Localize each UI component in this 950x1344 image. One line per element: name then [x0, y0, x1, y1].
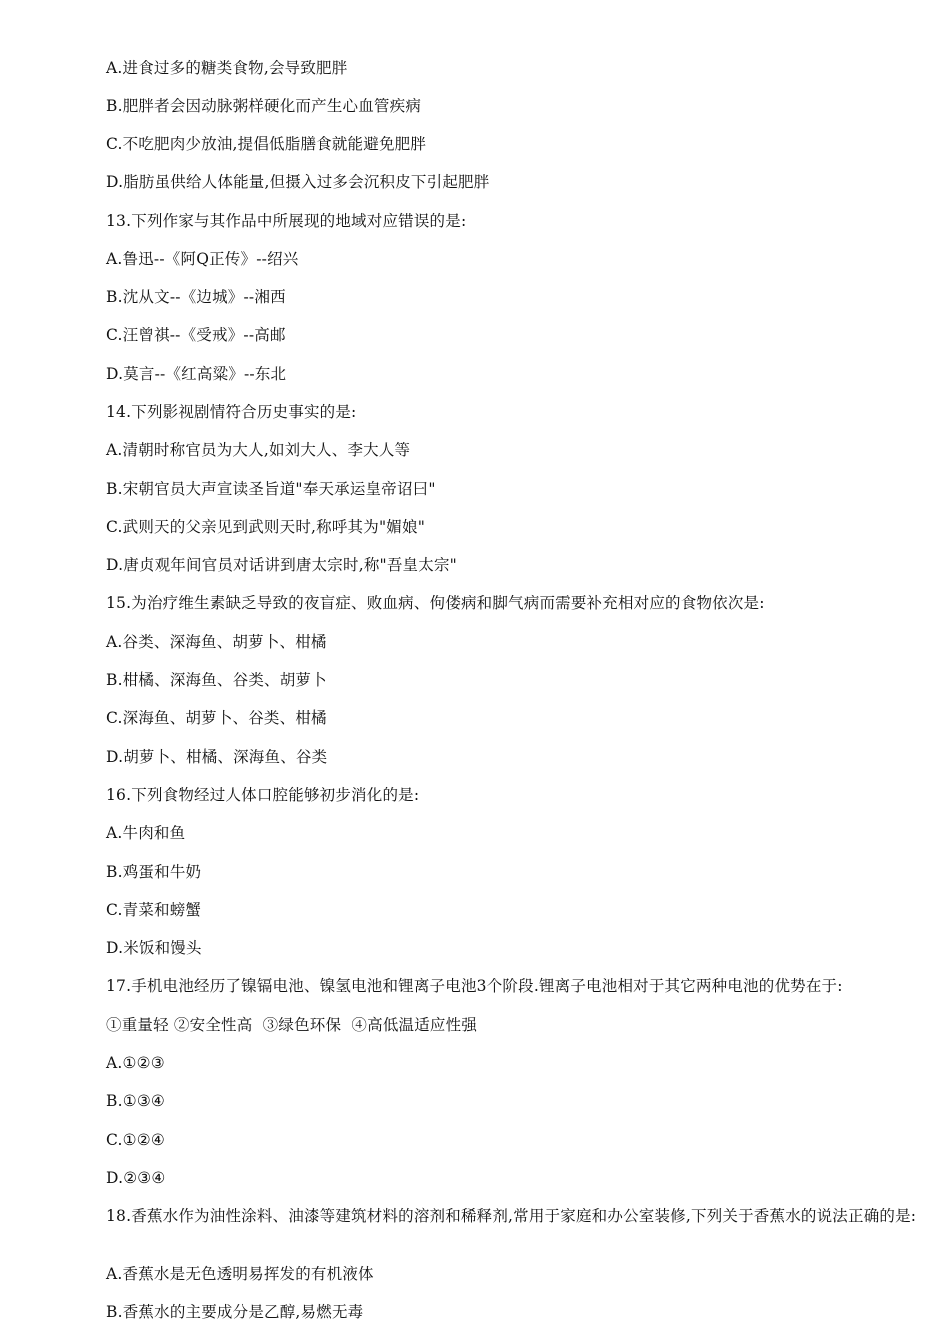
option-12-c: C.不吃肥肉少放油,提倡低脂膳食就能避免肥胖	[106, 135, 427, 153]
question-17-statements: ①重量轻 ②安全性高 ③绿色环保 ④高低温适应性强	[106, 1016, 478, 1034]
question-14: 14.下列影视剧情符合历史事实的是:	[106, 403, 357, 421]
option-14-d: D.唐贞观年间官员对话讲到唐太宗时,称"吾皇太宗"	[106, 556, 457, 574]
option-15-b: B.柑橘、深海鱼、谷类、胡萝卜	[106, 671, 327, 689]
option-15-a: A.谷类、深海鱼、胡萝卜、柑橘	[106, 633, 327, 651]
option-16-b: B.鸡蛋和牛奶	[106, 863, 202, 881]
question-18: 18.香蕉水作为油性涂料、油漆等建筑材料的溶剂和稀释剂,常用于家庭和办公室装修,下列关于香蕉水的说法正确的是:	[106, 1207, 917, 1225]
option-18-b: B.香蕉水的主要成分是乙醇,易燃无毒	[106, 1303, 364, 1321]
option-16-a: A.牛肉和鱼	[106, 824, 186, 842]
question-16: 16.下列食物经过人体口腔能够初步消化的是:	[106, 786, 420, 804]
option-13-c: C.汪曾祺--《受戒》--高邮	[106, 326, 286, 344]
option-16-c: C.青菜和螃蟹	[106, 901, 202, 919]
option-18-a: A.香蕉水是无色透明易挥发的有机液体	[106, 1265, 374, 1283]
question-15: 15.为治疗维生素缺乏导致的夜盲症、败血病、佝偻病和脚气病而需要补充相对应的食物依次是:	[106, 594, 765, 612]
option-17-d: D.②③④	[106, 1169, 166, 1187]
option-14-c: C.武则天的父亲见到武则天时,称呼其为"媚娘"	[106, 518, 426, 536]
option-12-d: D.脂肪虽供给人体能量,但摄入过多会沉积皮下引起肥胖	[106, 173, 490, 191]
question-13: 13.下列作家与其作品中所展现的地域对应错误的是:	[106, 212, 467, 230]
option-17-c: C.①②④	[106, 1131, 165, 1149]
option-13-b: B.沈从文--《边城》--湘西	[106, 288, 286, 306]
option-17-a: A.①②③	[106, 1054, 165, 1072]
option-14-b: B.宋朝官员大声宣读圣旨道"奉天承运皇帝诏曰"	[106, 480, 436, 498]
question-17: 17.手机电池经历了镍镉电池、镍氢电池和锂离子电池3个阶段.锂离子电池相对于其它两种电池的优势在于:	[106, 977, 843, 995]
option-12-b: B.肥胖者会因动脉粥样硬化而产生心血管疾病	[106, 97, 422, 115]
option-16-d: D.米饭和馒头	[106, 939, 202, 957]
option-12-a: A.进食过多的糖类食物,会导致肥胖	[106, 59, 348, 77]
option-14-a: A.清朝时称官员为大人,如刘大人、李大人等	[106, 441, 411, 459]
option-15-d: D.胡萝卜、柑橘、深海鱼、谷类	[106, 748, 328, 766]
option-15-c: C.深海鱼、胡萝卜、谷类、柑橘	[106, 709, 327, 727]
option-13-a: A.鲁迅--《阿Q正传》--绍兴	[106, 250, 299, 268]
option-13-d: D.莫言--《红高粱》--东北	[106, 365, 287, 383]
option-17-b: B.①③④	[106, 1092, 166, 1110]
